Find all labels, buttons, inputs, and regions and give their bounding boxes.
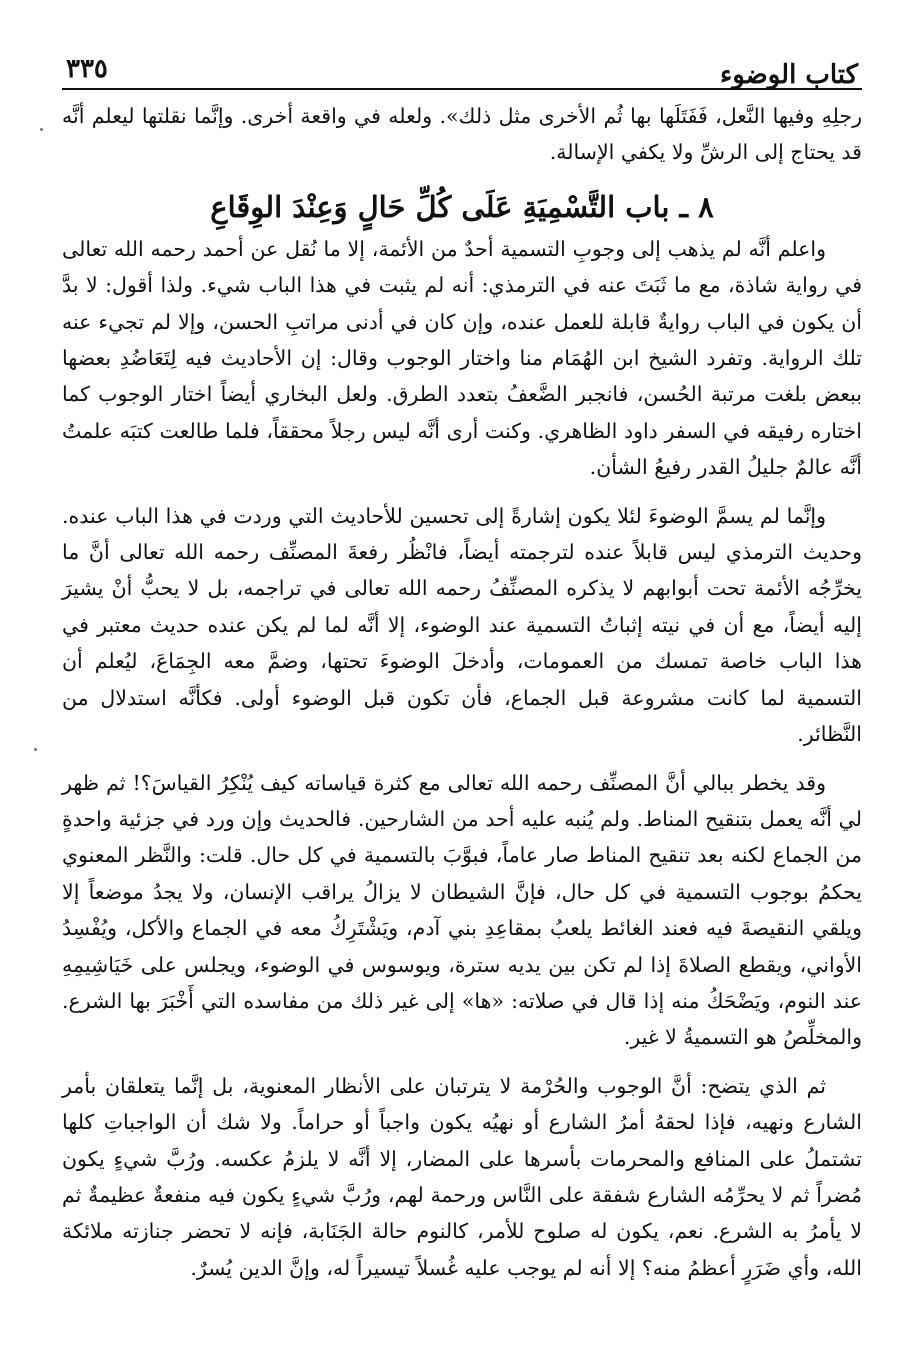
intro-paragraph: رجلِهِ وفيها النَّعل، فَفَتَلَها بها ثُم الأخرى مثل ذلك». ولعله في واقعة أخرى. وإنَّما نقلتها ليعلم أنَّه قد يحتاج إلى الرشِّ ولا يكفي الإسالة. (62, 104, 862, 165)
body-paragraph: ثم الذي يتضح: أنَّ الوجوب والحُرْمة لا يترتبان على الأنظار المعنوية، بل إنَّما يتعلقان بأمر الشارع ونهيه، فإذا لحقهُ أمرُ الشارع أو نهيُه يكون واجباً أو حراماً. ولا شك أن الواجباتِ كلها تشتملُ على المنافع والمحرمات بأسرها على المضار، إلا أنَّه لا يلزمُ عكسه. ورُبَّ شيءٍ يكون مُضراً ثم لا يحرِّمُه الشارع شفقة على النَّاس ورحمة لهم، ورُبَّ شيءٍ يكون فيه منفعةٌ عظيمةٌ ثم لا يأمرُ به الشرع. نعم، يكون له صلوح للأمر، كالنوم حالة الجَنَابة، فإنه لا تحضر جنازته ملائكة الله، وأي ضَرَرٍ أعظمُ منه؟ إلا أنه لم يوجب عليه غُسلاً تيسيراً له، وإنَّ الدين يُسرٌ. (62, 1073, 862, 1280)
section-heading: ٨ ـ باب التَّسْمِيَةِ عَلَى كُلِّ حَالٍ وَعِنْدَ الوِقَاعِ (210, 189, 714, 224)
body-paragraph: وإنَّما لم يسمَّ الوضوءَ لئلا يكون إشارةً إلى تحسين للأحاديث التي وردت في هذا الباب عنده. وحديث الترمذي ليس قابلاً عنده لترجمته أيضاً، فانْظُر رفعةَ المصنِّف رحمه الله تعالى أنَّ ما يخرِّجُه الأئمة تحت أبوابهم لا يذكره المصنِّفُ رحمه الله تعالى في تراجمه، بل لا يحبُّ أنْ يشيرَ إليه أيضاً، مع أن في نيته إثباتُ التسمية عند الوضوء، إلا أنَّه لما لم يكن عنده حديث معتبر في هذا الباب خاصة تمسك من العمومات، وأدخلَ الوضوءَ تحتها، وضمَّ معه الجِمَاعَ، ليُعلم أن التسمية لما كانت مشروعة قبل الجماع، فأن تكون قبل الوضوء أولى. فكأنَّه استدلال من النَّظائر. (62, 503, 862, 747)
running-header (62, 40, 862, 90)
scan-mark (34, 748, 37, 751)
book-page (62, 40, 862, 1340)
body-paragraph: واعلم أنَّه لم يذهب إلى وجوبِ التسمية أحدٌ من الأئمة، إلا ما نُقل عن أحمد رحمه الله تعالى في رواية شاذة، مع ما ثَبَتَ عنه في الترمذي: أنه لم يثبت في هذا الباب شيء. ولذا أقول: لا بدَّ أن يكون في الباب روايةٌ قابلة للعمل عنده، وإن كان في أدنى مراتبِ الحسن، وإلا لم تجيء عنه تلك الرواية. وتفرد الشيخ ابن الهُمَام منا واختار الوجوب وقال: إن الأحاديث فيه لِتَعَاضُدِ بعضها ببعض بلغت مرتبة الحُسن، فانجبر الضَّعفُ بتعدد الطرق. ولعل البخاري أيضاً اختار الوجوب كما اختاره رفيقه في السفر داود الظاهري. وكنت أرى أنَّه ليس رجلاً محققاً، فلما طالعت كتبَه علمتُ أنَّه عالمٌ جليلُ القدر رفيعُ الشأن. (62, 236, 862, 480)
page-number: ٣٣٥ (66, 54, 108, 84)
scan-mark (40, 128, 43, 131)
body-paragraph: وقد يخطر ببالي أنَّ المصنِّف رحمه الله تعالى مع كثرة قياساته كيف يُنْكِرُ القياسَ؟! ثم ظهر لي أنَّه يعمل بتنقيح المناط. ولم يُنبه عليه أحد من الشارحين. فالحديث وإن ورد في جزئية واحدةٍ من الجماع لكنه بعد تنقيح المناط صار عاماً، فبوَّبَ بالتسمية في كل حال. قلت: والنَّظر المعنوي يحكمُ بوجوب التسمية في كل حال، فإنَّ الشيطان لا يزالُ يراقب الإنسان، ولا يجدُ موضعاً إلا ويلقي النقيصةَ فيه فعند الغائط يلعبُ بمقاعِدِ بني آدم، ويَشْتَرِكُ معه في الجماع والأكل، ويُفْسِدُ الأواني، ويقطع الصلاةَ إذا لم تكن بين يديه سترة، ويوسوس في الوضوء، ويجلس على خَيَاشِيمِهِ عند النوم، ويَضْحَكُ منه إذا قال في صلاته: «ها» إلى غير ذلك من مفاسده التي أَخْبَرَ بها الشرع. والمخلِّصُ هو التسميةُ لا غير. (62, 770, 863, 1050)
header-chapter-title: كتاب الوضوء (720, 60, 858, 90)
